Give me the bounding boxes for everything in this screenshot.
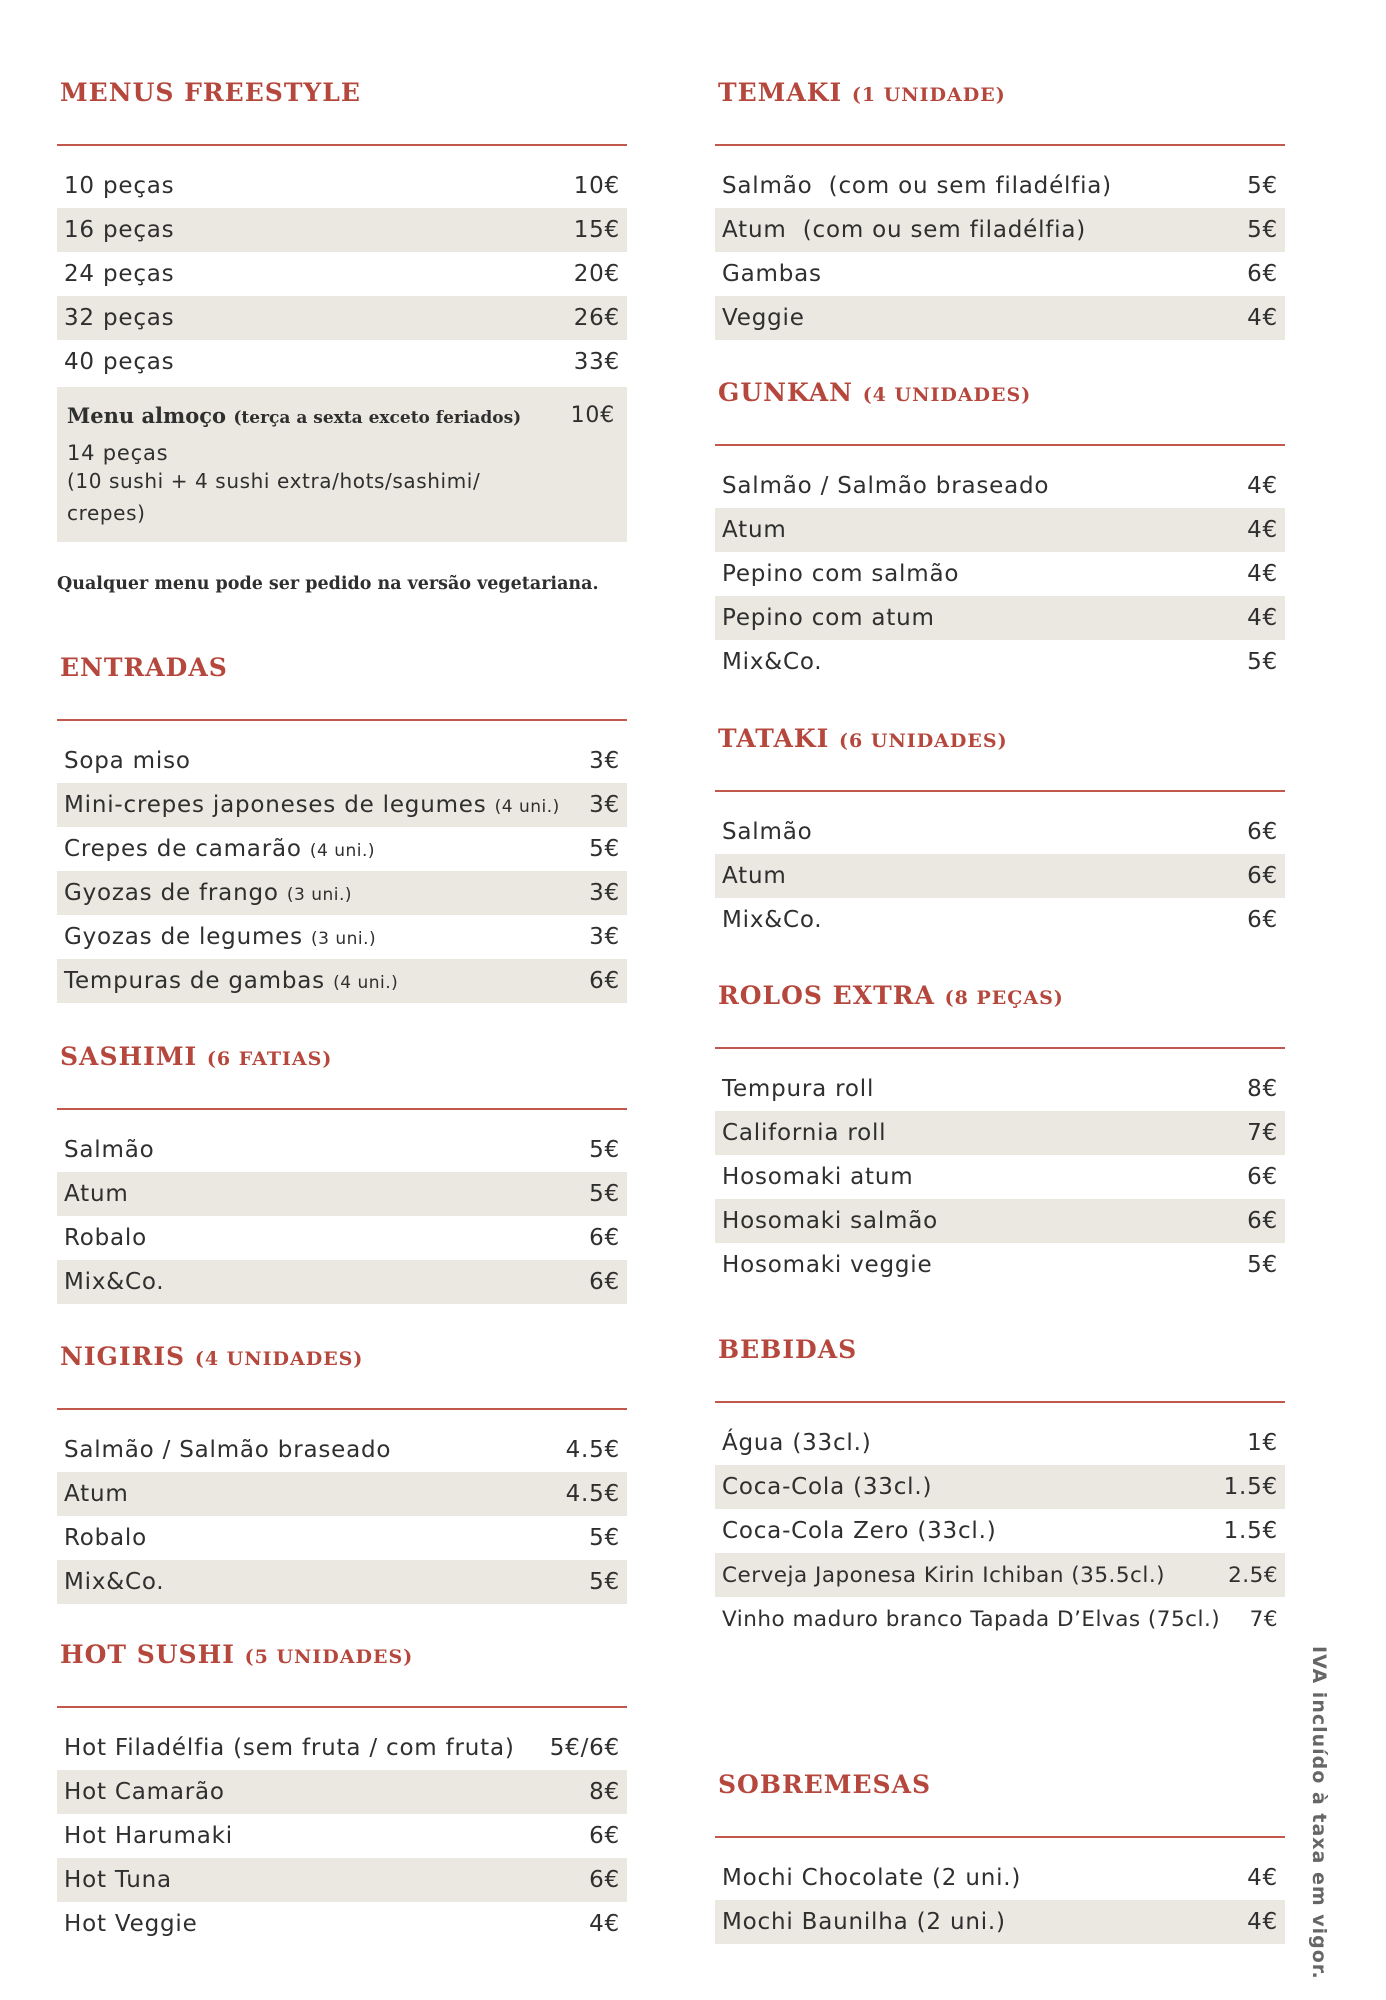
price: 6€ bbox=[589, 1823, 620, 1849]
menu-item: Robalo 6€ bbox=[64, 1225, 620, 1251]
menu-item: Hosomaki salmão 6€ bbox=[715, 1199, 1285, 1243]
price: 5€ bbox=[589, 1137, 620, 1163]
price: 26€ bbox=[573, 305, 620, 331]
vegetarian-note: Qualquer menu pode ser pedido na versão vegetariana. bbox=[57, 574, 599, 594]
section-title: NIGIRIS (4 UNIDADES) bbox=[60, 1342, 364, 1371]
price: 4€ bbox=[1247, 305, 1278, 331]
section-rolos-extra bbox=[715, 981, 1285, 1287]
price: 7€ bbox=[1249, 1606, 1278, 1632]
price: 4.5€ bbox=[565, 1437, 620, 1463]
price: 5€ bbox=[589, 1181, 620, 1207]
price: 3€ bbox=[589, 880, 620, 906]
menu-item: Tempuras de gambas (4 uni.) 6€ bbox=[57, 959, 627, 1003]
menu-item: Mochi Chocolate (2 uni.) 4€ bbox=[722, 1865, 1278, 1891]
price: 5€ bbox=[1247, 1252, 1278, 1278]
menu-item: Crepes de camarão (4 uni.) 5€ bbox=[64, 836, 620, 862]
menu-item: Vinho maduro branco Tapada D’Elvas (75cl.) 7€ bbox=[722, 1606, 1278, 1632]
menu-item: Salmão 5€ bbox=[64, 1137, 620, 1163]
lunch-title: Menu almoço (terça a sexta exceto feriados) bbox=[67, 402, 522, 428]
menu-item: Salmão (com ou sem filadélfia) 5€ bbox=[722, 173, 1278, 199]
price: 6€ bbox=[1247, 1164, 1278, 1190]
section-title: BEBIDAS bbox=[718, 1335, 858, 1364]
price: 3€ bbox=[589, 792, 620, 818]
price: 33€ bbox=[573, 349, 620, 375]
divider bbox=[715, 444, 1285, 446]
section-title: GUNKAN (4 UNIDADES) bbox=[718, 378, 1032, 407]
lunch-pieces: 14 peças bbox=[67, 441, 169, 465]
price: 4€ bbox=[1247, 473, 1278, 499]
menu-item: 16 peças 15€ bbox=[57, 208, 627, 252]
divider bbox=[57, 719, 627, 721]
price: 3€ bbox=[589, 924, 620, 950]
menu-item: 24 peças 20€ bbox=[64, 261, 620, 287]
divider bbox=[715, 1047, 1285, 1049]
price: 4€ bbox=[1247, 517, 1278, 543]
price: 3€ bbox=[589, 748, 620, 774]
divider bbox=[715, 1401, 1285, 1403]
price: 6€ bbox=[589, 968, 620, 994]
menu-item: Atum 4.5€ bbox=[57, 1472, 627, 1516]
section-tataki bbox=[715, 724, 1285, 942]
menu-item: Mix&Co. 5€ bbox=[57, 1560, 627, 1604]
menu-item: Atum 5€ bbox=[57, 1172, 627, 1216]
price: 7€ bbox=[1247, 1120, 1278, 1146]
divider bbox=[715, 144, 1285, 146]
section-title: HOT SUSHI (5 UNIDADES) bbox=[60, 1640, 414, 1669]
lunch-menu-box bbox=[57, 387, 627, 542]
price: 6€ bbox=[1247, 863, 1278, 889]
menu-item: 10 peças 10€ bbox=[64, 173, 620, 199]
price: 6€ bbox=[589, 1867, 620, 1893]
menu-item: Cerveja Japonesa Kirin Ichiban (35.5cl.) 2.5€ bbox=[715, 1553, 1285, 1597]
menu-item: Pepino com salmão 4€ bbox=[722, 561, 1278, 587]
menu-item: Hot Filadélfia (sem fruta / com fruta) 5€/6€ bbox=[64, 1735, 620, 1761]
section-hot-sushi bbox=[57, 1640, 627, 1946]
menu-item: Salmão / Salmão braseado 4€ bbox=[722, 473, 1278, 499]
price: 1.5€ bbox=[1223, 1518, 1278, 1544]
divider bbox=[57, 1108, 627, 1110]
price: 5€ bbox=[1247, 217, 1278, 243]
section-title: TATAKI (6 UNIDADES) bbox=[718, 724, 1008, 753]
price: 6€ bbox=[1247, 1208, 1278, 1234]
menu-item: Gambas 6€ bbox=[722, 261, 1278, 287]
section-title: SOBREMESAS bbox=[718, 1770, 932, 1799]
menu-item: Atum (com ou sem filadélfia) 5€ bbox=[715, 208, 1285, 252]
section-bebidas bbox=[715, 1335, 1285, 1641]
price: 10€ bbox=[573, 173, 620, 199]
price: 5€ bbox=[1247, 649, 1278, 675]
price: 5€/6€ bbox=[549, 1735, 620, 1761]
price: 5€ bbox=[1247, 173, 1278, 199]
menu-item: California roll 7€ bbox=[715, 1111, 1285, 1155]
menu-item: Hosomaki veggie 5€ bbox=[722, 1252, 1278, 1278]
section-menus-freestyle bbox=[57, 78, 627, 384]
price: 15€ bbox=[573, 217, 620, 243]
section-nigiris bbox=[57, 1342, 627, 1604]
section-entradas bbox=[57, 653, 627, 1003]
price: 1€ bbox=[1247, 1430, 1278, 1456]
price: 8€ bbox=[1247, 1076, 1278, 1102]
menu-item: Atum 4€ bbox=[715, 508, 1285, 552]
menu-item: Robalo 5€ bbox=[64, 1525, 620, 1551]
menu-item: Gyozas de frango (3 uni.) 3€ bbox=[57, 871, 627, 915]
divider bbox=[715, 790, 1285, 792]
divider bbox=[57, 144, 627, 146]
menu-item: Sopa miso 3€ bbox=[64, 748, 620, 774]
section-title: MENUS FREESTYLE bbox=[60, 78, 361, 107]
price: 1.5€ bbox=[1223, 1474, 1278, 1500]
menu-item: Mix&Co. 5€ bbox=[722, 649, 1278, 675]
section-title: ROLOS EXTRA (8 PEÇAS) bbox=[718, 981, 1064, 1010]
menu-item: Mix&Co. 6€ bbox=[722, 907, 1278, 933]
section-sashimi bbox=[57, 1042, 627, 1304]
lunch-detail: (10 sushi + 4 sushi extra/hots/sashimi/ crepes) bbox=[67, 469, 481, 525]
price: 4€ bbox=[1247, 1865, 1278, 1891]
menu-item: Mix&Co. 6€ bbox=[57, 1260, 627, 1304]
price: 4€ bbox=[1247, 605, 1278, 631]
divider bbox=[57, 1706, 627, 1708]
menu-item: Água (33cl.) 1€ bbox=[722, 1430, 1278, 1456]
menu-item: 32 peças 26€ bbox=[57, 296, 627, 340]
lunch-price: 10€ bbox=[570, 402, 615, 428]
menu-item: Hosomaki atum 6€ bbox=[722, 1164, 1278, 1190]
divider bbox=[57, 1408, 627, 1410]
menu-item: Hot Veggie 4€ bbox=[64, 1911, 620, 1937]
price: 8€ bbox=[589, 1779, 620, 1805]
menu-item: Salmão 6€ bbox=[722, 819, 1278, 845]
price: 2.5€ bbox=[1228, 1562, 1278, 1588]
price: 6€ bbox=[589, 1269, 620, 1295]
menu-item: 40 peças 33€ bbox=[64, 349, 620, 375]
price: 20€ bbox=[573, 261, 620, 287]
price: 5€ bbox=[589, 1525, 620, 1551]
menu-item: Hot Camarão 8€ bbox=[57, 1770, 627, 1814]
price: 6€ bbox=[589, 1225, 620, 1251]
price: 6€ bbox=[1247, 261, 1278, 287]
menu-item: Veggie 4€ bbox=[715, 296, 1285, 340]
menu-item: Gyozas de legumes (3 uni.) 3€ bbox=[64, 924, 620, 950]
section-gunkan bbox=[715, 378, 1285, 684]
price: 5€ bbox=[589, 836, 620, 862]
menu-item: Pepino com atum 4€ bbox=[715, 596, 1285, 640]
menu-item: Mini-crepes japoneses de legumes (4 uni.) 3€ bbox=[57, 783, 627, 827]
menu-item: Atum 6€ bbox=[715, 854, 1285, 898]
menu-item: Tempura roll 8€ bbox=[722, 1076, 1278, 1102]
section-title: SASHIMI (6 FATIAS) bbox=[60, 1042, 333, 1071]
menu-item: Mochi Baunilha (2 uni.) 4€ bbox=[715, 1900, 1285, 1944]
price: 4€ bbox=[589, 1911, 620, 1937]
menu-item: Coca-Cola Zero (33cl.) 1.5€ bbox=[722, 1518, 1278, 1544]
menu-item: Coca-Cola (33cl.) 1.5€ bbox=[715, 1465, 1285, 1509]
menu-item: Hot Tuna 6€ bbox=[57, 1858, 627, 1902]
price: 5€ bbox=[589, 1569, 620, 1595]
menu-item: Salmão / Salmão braseado 4.5€ bbox=[64, 1437, 620, 1463]
price: 6€ bbox=[1247, 819, 1278, 845]
section-sobremesas bbox=[715, 1770, 1285, 1944]
price: 4.5€ bbox=[565, 1481, 620, 1507]
lunch-condition: (terça a sexta exceto feriados) bbox=[233, 407, 522, 428]
divider bbox=[715, 1836, 1285, 1838]
price: 4€ bbox=[1247, 1909, 1278, 1935]
menu-item: Hot Harumaki 6€ bbox=[64, 1823, 620, 1849]
vat-note: IVA incluído à taxa em vigor. bbox=[1308, 1646, 1330, 1980]
price: 6€ bbox=[1247, 907, 1278, 933]
section-title: ENTRADAS bbox=[60, 653, 228, 682]
section-title: TEMAKI (1 UNIDADE) bbox=[718, 78, 1006, 107]
section-temaki bbox=[715, 78, 1285, 340]
price: 4€ bbox=[1247, 561, 1278, 587]
